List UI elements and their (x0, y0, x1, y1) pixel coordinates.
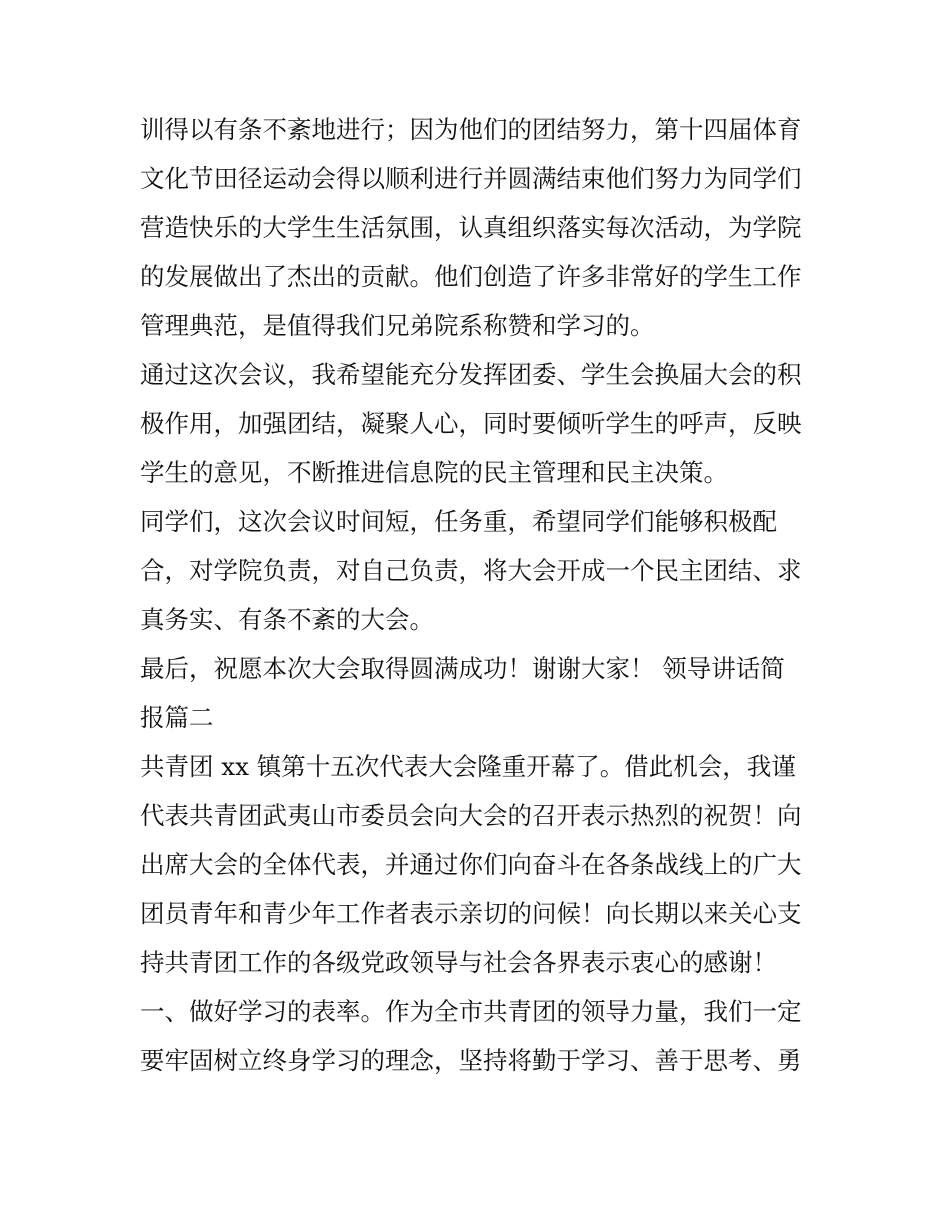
text-line: 同学们，这次会议时间短，任务重，希望同学们能够积极配 (140, 507, 777, 536)
text-line: 学生的意见，不断推进信息院的民主管理和民主决策。 (140, 458, 728, 487)
text-line: 极作用，加强团结，凝聚人心，同时要倾听学生的呼声，反映 (140, 409, 802, 438)
text-line: 一、做好学习的表率。作为全市共青团的领导力量，我们一定 (140, 997, 802, 1026)
text-line: 要牢固树立终身学习的理念，坚持将勤于学习、善于思考、勇 (140, 1046, 802, 1075)
body-text (140, 105, 820, 1085)
text-line: 营造快乐的大学生生活氛围，认真组织落实每次活动，为学院 (140, 213, 802, 242)
text-line: 团员青年和青少年工作者表示亲切的问候！向长期以来关心支 (140, 899, 802, 928)
text-line: 代表共青团武夷山市委员会向大会的召开表示热烈的祝贺！向 (140, 801, 802, 830)
text-line: 报篇二 (140, 703, 214, 732)
text-line: 真务实、有条不紊的大会。 (140, 605, 434, 634)
text-line: 管理典范，是值得我们兄弟院系称赞和学习的。 (140, 311, 655, 340)
text-line: 文化节田径运动会得以顺利进行并圆满结束他们努力为同学们 (140, 164, 802, 193)
text-line: 通过这次会议，我希望能充分发挥团委、学生会换届大会的积 (140, 360, 802, 389)
text-line: 共青团 xx 镇第十五次代表大会隆重开幕了。借此机会，我谨 (140, 752, 796, 781)
text-line: 出席大会的全体代表，并通过你们向奋斗在各条战线上的广大 (140, 850, 802, 879)
text-line: 合，对学院负责，对自己负责，将大会开成一个民主团结、求 (140, 556, 802, 585)
text-line: 的发展做出了杰出的贡献。他们创造了许多非常好的学生工作 (140, 262, 802, 291)
text-line: 训得以有条不紊地进行；因为他们的团结努力，第十四届体育 (140, 115, 802, 144)
text-line: 持共青团工作的各级党政领导与社会各界表示衷心的感谢！ (140, 948, 777, 977)
text-line: 最后，祝愿本次大会取得圆满成功！谢谢大家！ 领导讲话简 (140, 654, 785, 683)
